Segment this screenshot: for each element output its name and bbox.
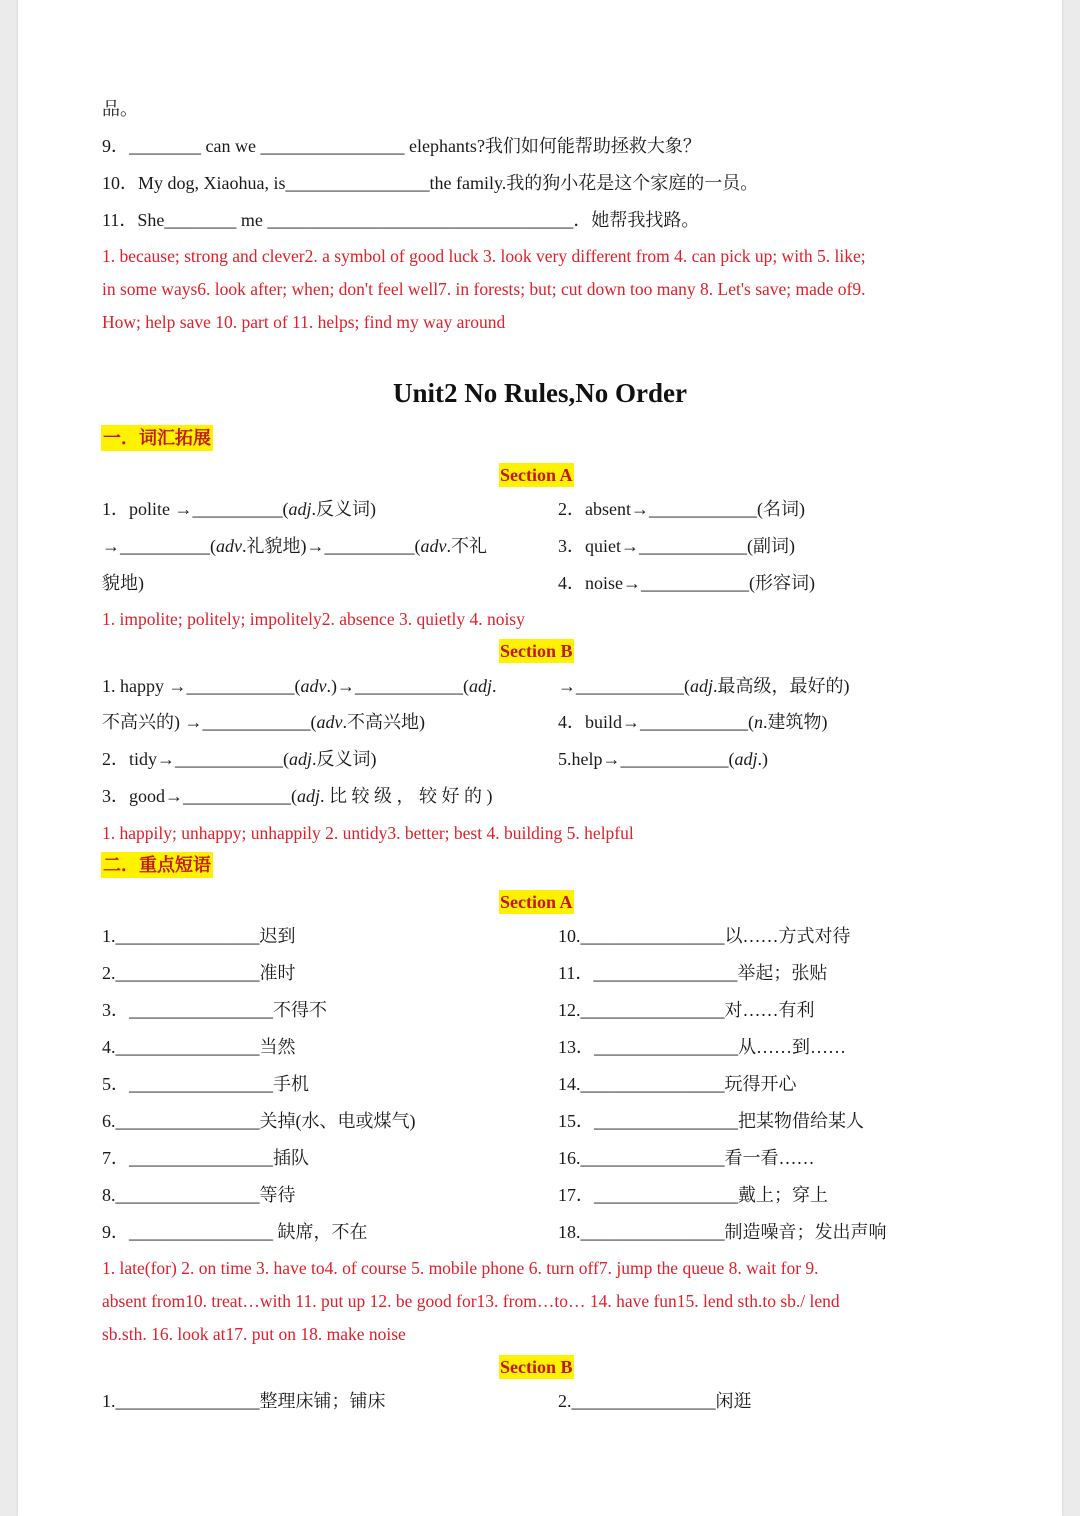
phrase-item: 1.________________迟到 bbox=[102, 926, 296, 946]
phrase-item: 15．________________把某物借给某人 bbox=[558, 1111, 864, 1131]
vocab-item: 5.help→____________(adj.) bbox=[558, 749, 768, 769]
answer-line: 1. late(for) 2. on time 3. have to4. of course 5. mobile phone 6. turn off7. jump the queue 8. wait for 9. bbox=[102, 1258, 819, 1278]
phrase-item: 16.________________看一看…… bbox=[558, 1148, 815, 1168]
phrase-item: 5．________________手机 bbox=[102, 1074, 309, 1094]
phrase-item: 8.________________等待 bbox=[102, 1185, 296, 1205]
answer-line: 1. happily; unhappy; unhappily 2. untidy3. better; best 4. building 5. helpful bbox=[102, 823, 634, 843]
vocab-item: 3．quiet→____________(副词) bbox=[558, 536, 795, 556]
phrase-item: 4.________________当然 bbox=[102, 1037, 296, 1057]
vocab-item: 3．good→____________(adj. 比 较 级 ， 较 好 的 ) bbox=[102, 786, 493, 806]
part-heading: 一．词汇拓展 bbox=[101, 425, 213, 451]
phrase-item: 13．________________从……到…… bbox=[558, 1037, 846, 1057]
answer-line: absent from10. treat…with 11. put up 12. be good for13. from…to… 14. have fun15. lend sth.to sb./ lend bbox=[102, 1291, 840, 1311]
section-label: Section B bbox=[500, 1357, 573, 1377]
vocab-item: 貌地) bbox=[102, 573, 144, 593]
phrase-item: 12.________________对……有利 bbox=[558, 1000, 815, 1020]
answer-line: 1. impolite; politely; impolitely2. absence 3. quietly 4. noisy bbox=[102, 609, 525, 629]
vocab-item: →____________(adj.最高级，最好的) bbox=[558, 676, 850, 696]
answer-line: 1. because; strong and clever2. a symbol of good luck 3. look very different from 4. can pick up; with 5. like; bbox=[102, 246, 866, 266]
phrase-item: 11．________________举起；张贴 bbox=[558, 963, 828, 983]
exercise-11: 11．She________ me __________________________________．她帮我找路。 bbox=[102, 210, 700, 230]
phrase-item: 14.________________玩得开心 bbox=[558, 1074, 797, 1094]
vocab-item: →__________(adv.礼貌地)→__________(adv.不礼 bbox=[102, 536, 487, 556]
phrase-item: 17．________________戴上；穿上 bbox=[558, 1185, 828, 1205]
section-label: Section B bbox=[500, 641, 573, 661]
phrase-item: 6.________________关掉(水、电或煤气) bbox=[102, 1111, 416, 1131]
phrase-item: 3．________________不得不 bbox=[102, 1000, 327, 1020]
vocab-item: 不高兴的) →____________(adv.不高兴地) bbox=[102, 712, 425, 732]
phrase-item: 1.________________整理床铺；铺床 bbox=[102, 1391, 386, 1411]
phrase-item: 2.________________准时 bbox=[102, 963, 296, 983]
unit-title: Unit2 No Rules,No Order bbox=[393, 378, 687, 408]
vocab-item: 2．absent→____________(名词) bbox=[558, 499, 805, 519]
answer-line: sb.sth. 16. look at17. put on 18. make noise bbox=[102, 1324, 406, 1344]
vocab-item: 4．build→____________(n.建筑物) bbox=[558, 712, 828, 732]
phrase-item: 9．________________ 缺席，不在 bbox=[102, 1222, 368, 1242]
exercise-10: 10．My dog, Xiaohua, is________________the family.我的狗小花是这个家庭的一员。 bbox=[102, 173, 759, 193]
phrase-item: 18.________________制造噪音；发出声响 bbox=[558, 1222, 887, 1242]
phrase-item: 10.________________以……方式对待 bbox=[558, 926, 851, 946]
answer-line: How; help save 10. part of 11. helps; find my way around bbox=[102, 312, 506, 332]
vocab-item: 4．noise→____________(形容词) bbox=[558, 573, 815, 593]
answer-line: in some ways6. look after; when; don't feel well7. in forests; but; cut down too many 8. Let's save; made of9. bbox=[102, 279, 866, 299]
vocab-item: 2．tidy→____________(adj.反义词) bbox=[102, 749, 377, 769]
text-line: 品。 bbox=[102, 99, 138, 119]
vocab-item: 1．polite →__________(adj.反义词) bbox=[102, 499, 377, 519]
section-label: Section A bbox=[500, 465, 573, 485]
part-heading: 二．重点短语 bbox=[101, 852, 213, 878]
section-label: Section A bbox=[500, 892, 573, 912]
phrase-item: 2.________________闲逛 bbox=[558, 1391, 752, 1411]
phrase-item: 7．________________插队 bbox=[102, 1148, 309, 1168]
vocab-item: 1. happy →____________(adv.)→____________(adj. bbox=[102, 676, 497, 696]
exercise-9: 9．________ can we ________________ elephants?我们如何能帮助拯救大象？ bbox=[102, 136, 701, 156]
